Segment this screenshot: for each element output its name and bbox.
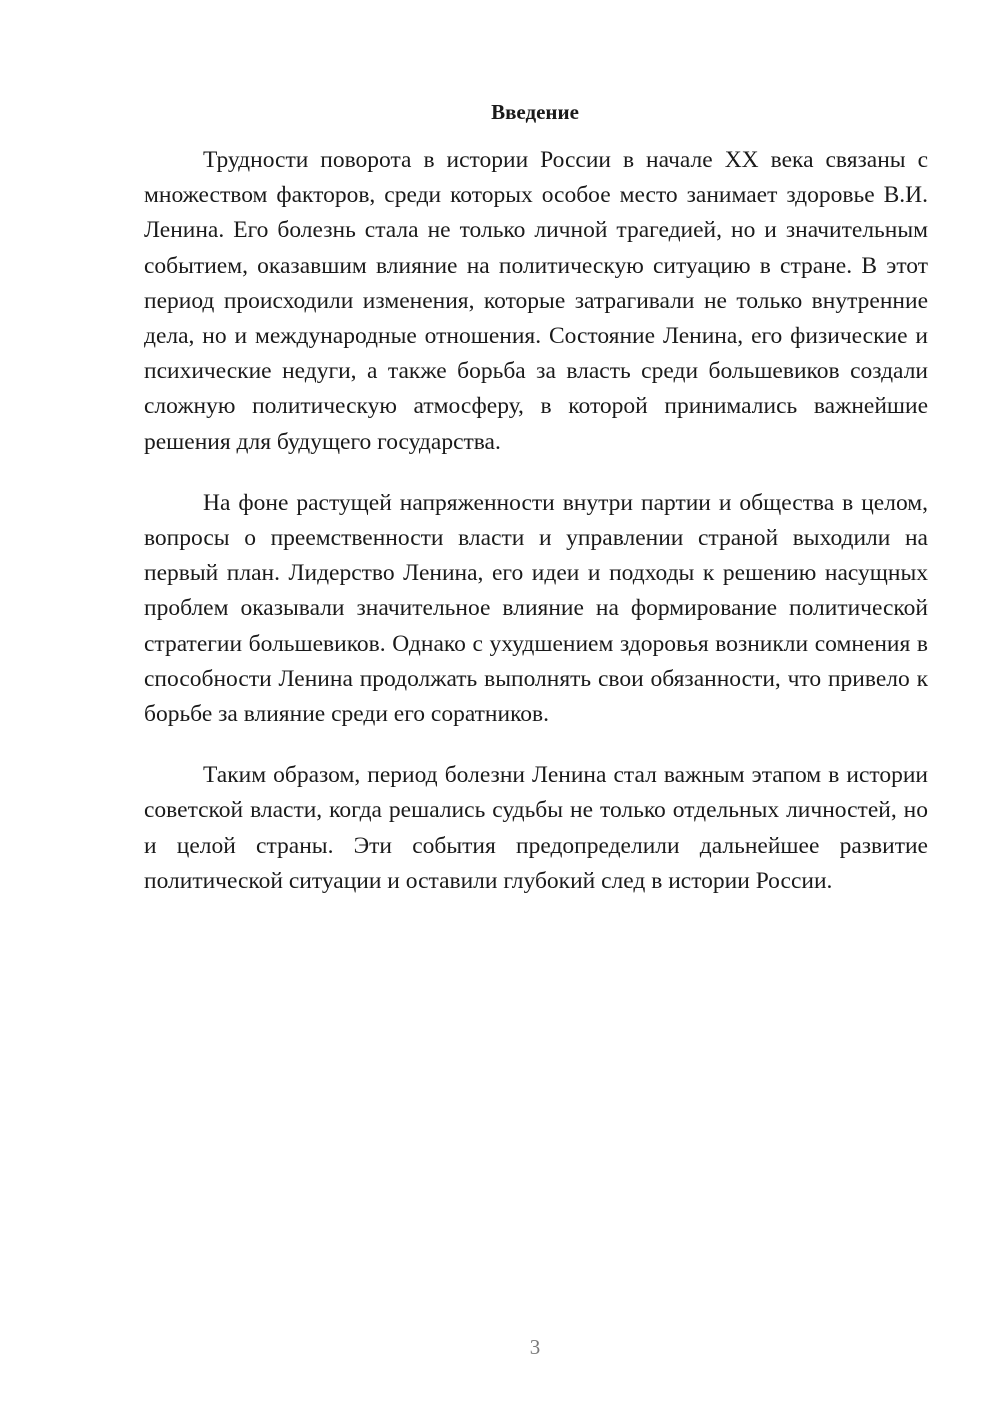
section-heading: Введение	[491, 100, 579, 124]
paragraph-2: На фоне растущей напряженности внутри партии и общества в целом, вопросы о преемственности власти и управлении страной выходили на первый план. Лидерство Ленина, его идеи и подходы к решению насущных проблем оказывали значительное влияние на формирование политической стратегии большевиков. Однако с ухудшением здоровья возникли сомнения в способности Ленина продолжать выполнять свои обязанности, что привело к борьбе за влияние среди его соратников.	[144, 489, 928, 728]
paragraph-3: Таким образом, период болезни Ленина стал важным этапом в истории советской власти, когда решались судьбы не только отдельных личностей, но и целой страны. Эти события предопределили дальнейшее развитие политической ситуации и оставили глубокий след в истории России.	[144, 762, 928, 894]
body-text	[144, 143, 928, 925]
page-number: 3	[529, 1335, 541, 1359]
paragraph-1: Трудности поворота в истории России в начале XX века связаны с множеством факторов, среди которых особое место занимает здоровье В.И. Ленина. Его болезнь стала не только личной трагедией, но и значительным событием, оказавшим влияние на политическую ситуацию в стране. В этот период происходили изменения, которые затрагивали не только внутренние дела, но и международные отношения. Состояние Ленина, его физические и психические недуги, а также борьба за власть среди большевиков создали сложную политическую атмосферу, в которой принимались важнейшие решения для будущего государства.	[144, 147, 928, 455]
